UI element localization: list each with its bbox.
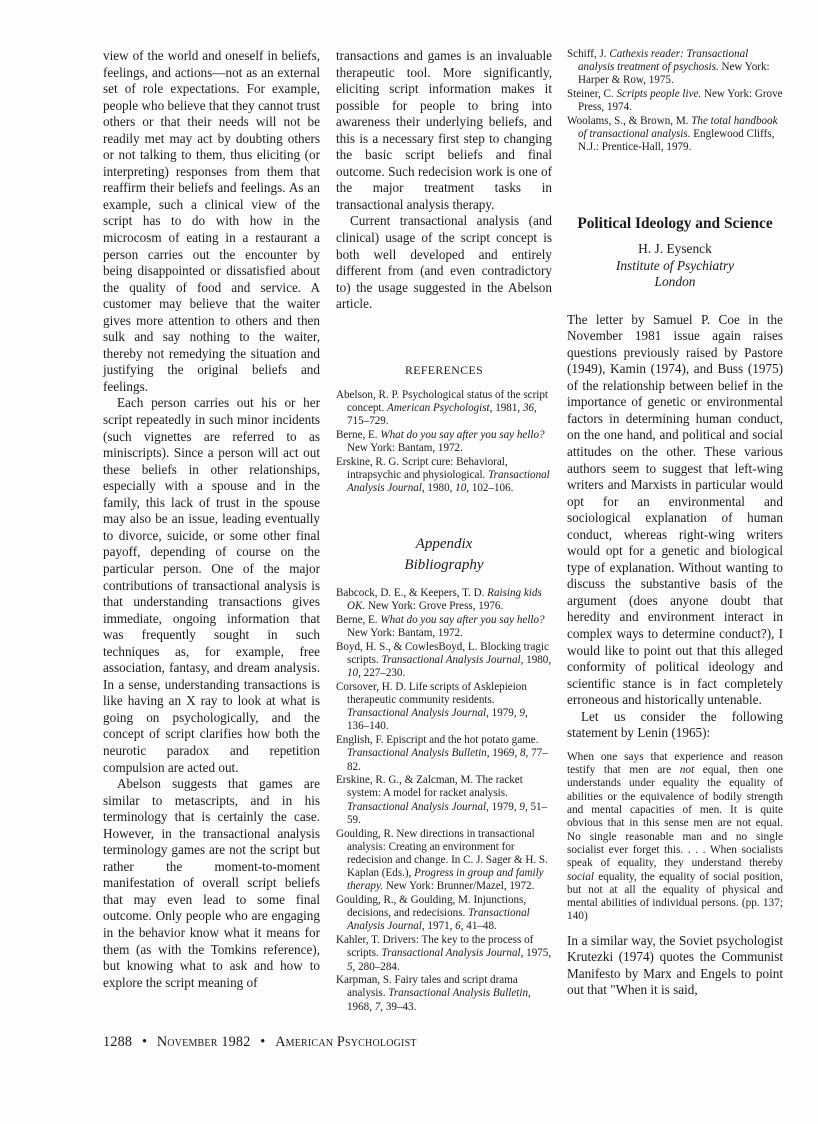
reference-end: 136–140. — [347, 720, 389, 733]
spacer — [567, 233, 783, 241]
reference-entry — [567, 115, 783, 155]
body-paragraph: Current transactional analysis (and clinical) usage of the script concept is both well developed and entirely different from (and even contradictory to) the usage suggested in the Abelson article. — [336, 213, 552, 312]
reference-end: 715–729. — [347, 415, 389, 428]
reference-pre: Goulding, R., & Goulding, M. Injunctions, decisions, and redecisions. — [336, 894, 527, 920]
reference-entry — [336, 734, 552, 774]
spacer — [567, 924, 783, 933]
reference-pre: Erskine, R. G., & Zalcman, M. The racket system: A model for racket analysis. — [336, 774, 523, 800]
reference-vol: 5, — [347, 960, 356, 973]
reference-post: New York: Bantam, 1972. — [347, 442, 463, 455]
reference-em: Cathexis reader: Transactional analysis treatment of psychosis. — [578, 48, 749, 74]
reference-entry — [336, 641, 552, 681]
block-quote — [567, 751, 783, 924]
reference-post: 1979, — [488, 800, 520, 813]
reference-vol: 8, — [520, 747, 529, 760]
spacer — [336, 378, 552, 389]
reference-em: American Psychologist, — [387, 401, 493, 414]
reference-entry — [336, 974, 552, 1014]
bibliography-heading: Bibliography — [404, 556, 484, 573]
reference-entry — [336, 587, 552, 613]
reference-entry — [336, 828, 552, 894]
reference-end: 102–106. — [469, 482, 514, 495]
reference-end: 77–82. — [347, 747, 548, 773]
reference-pre: Berne, E. — [336, 428, 381, 441]
article-title: Political Ideology and Science — [577, 215, 773, 233]
journal-name: American Psychologist — [275, 1034, 417, 1050]
affiliation-city: London — [654, 274, 696, 290]
author-name: H. J. Eysenck — [638, 241, 712, 257]
reference-em: Transactional Analysis Journal, — [347, 468, 550, 495]
appendix-heading: Appendix — [415, 535, 473, 552]
quote-emphasis: social — [567, 870, 594, 883]
bibliography-list-continued — [567, 48, 783, 155]
reference-end: 227–230. — [360, 667, 406, 680]
reference-em: Transactional Analysis Journal, — [381, 653, 524, 666]
reference-post: 1971, — [424, 920, 456, 933]
reference-post: New York: Brunner/Mazel, 1972. — [383, 880, 535, 893]
reference-post: 1980, — [424, 482, 456, 495]
reference-post: New York: Bantam, 1972. — [347, 626, 463, 639]
reference-vol: 6, — [455, 920, 464, 933]
reference-post: New York: Harper & Row, 1975. — [578, 61, 770, 87]
reference-entry — [336, 614, 552, 640]
reference-entry — [336, 774, 552, 827]
reference-pre: Kahler, T. Drivers: The key to the process of scripts. — [336, 934, 534, 960]
body-paragraph: transactions and games is an invaluable therapeutic tool. More significantly, eliciting script information makes it possible for people to bring into awareness their underlying beliefs, and this is a necessary first step to changing the basic script beliefs and final outcome. Such redecision work is one of the major treatment tasks in transactional analysis therapy. — [336, 48, 552, 212]
reference-post: 1981, — [492, 401, 523, 414]
reference-pre: Babcock, D. E., & Keepers, T. D. — [336, 586, 488, 599]
spacer — [567, 291, 783, 312]
reference-em: Transactional Analysis Journal, — [347, 707, 489, 720]
body-paragraph: view of the world and oneself in beliefs, feelings, and actions—not as an external set of role expectations. For example, people who believe that they cannot trust others or that their needs will not be readily met may act by doubting others or not talking to them, thus eliciting (or interpreting) responses from them that reaffirm their beliefs and feelings. As an example, such a clinical view of the script has to do with how in the microcosm of eating in a restaurant a person carries out the encounter by being disappointed or dissatisfied about the quality of food and service. A customer may believe that the waiter gives more attention to others and then sulk and say nothing to the waiter, thereby not remedying the situation and justifying the original beliefs and feelings. — [103, 48, 320, 394]
reference-pre: Abelson, R. P. Psychological status of the script concept. — [336, 388, 548, 414]
reference-em: Progress in group and family therapy. — [347, 867, 544, 893]
reference-entry — [336, 429, 552, 455]
reference-post: Englewood Cliffs, N.J.: Prentice-Hall, 1979. — [578, 128, 775, 154]
reference-post: 1968, — [347, 1000, 375, 1013]
reference-post: 1969, — [489, 747, 520, 760]
reference-em: What do you say after you say hello? — [380, 428, 545, 441]
body-paragraph: The letter by Samuel P. Coe in the November 1981 issue again raises questions previously raised by Pastore (1949), Kamin (1974), and Buss (1975) of the relationship between belief in the importance of genetic or environmental factors in determining human conduct, on the one hand, and political and social attitudes on the other. These various authors seem to suggest that left-wing writers and Marxists in particular would opt for an environmental and sociological explanation of human conduct, whereas right-wing writers would opt for a genetic and biological type of explanation. Without wanting to discuss the substantive basis of the argument (does anyone doubt that heredity and environment interact in complex ways to determine conduct?), I would like to point out that this alleged conformity of political ideology and scientific stance is in fact completely erroneous and historically untenable. — [567, 311, 783, 708]
reference-vol: 36, — [522, 401, 537, 414]
reference-list — [336, 389, 552, 496]
reference-post: 1980, — [523, 653, 552, 666]
page-footer — [103, 1034, 417, 1051]
reference-em: Transactional Analysis Bulletin, — [388, 987, 531, 1000]
quote-text: equality, the equality of social position, but not at all the equality of physical and mental abilities of individual persons. (pp. 137; 140) — [567, 870, 783, 923]
reference-vol: 9, — [519, 707, 528, 720]
issue-date: November 1982 — [156, 1034, 251, 1050]
reference-entry — [336, 389, 552, 429]
spacer — [567, 155, 783, 215]
column-3 — [567, 48, 783, 999]
reference-pre: Woolams, S., & Brown, M. — [567, 115, 692, 128]
reference-entry — [336, 934, 552, 974]
quote-text: When one says that experience and reason testify that men are — [567, 750, 783, 777]
reference-entry — [567, 88, 783, 114]
reference-pre: Berne, E. — [336, 613, 381, 626]
body-paragraph: Abelson suggests that games are similar to metascripts, and in his terminology that is certainly the case. However, in the transactional analysis terminology games are not the script but rather the moment-to-moment manifestation of overall script beliefs that may even lead to some final outcome. Only people who are engaging in the behavior know what it means for them (as with the Tomkins reference), but knowing what to ask and how to explore the script meaning of — [103, 776, 320, 990]
reference-post: 1975, — [523, 947, 552, 960]
spacer — [336, 496, 552, 534]
reference-em: The total handbook of transactional analysis. — [578, 115, 778, 141]
reference-pre: Schiff, J. — [567, 48, 610, 60]
reference-pre: Boyd, H. S., & CowlesBoyd, L. Blocking tragic scripts. — [336, 640, 549, 666]
body-paragraph: In a similar way, the Soviet psychologist Krutezki (1974) quotes the Communist Manifesto by Marx and Engels to point out that "When it is said, — [567, 932, 783, 998]
reference-end: 280–284. — [355, 960, 400, 973]
reference-pre: Karpman, S. Fairy tales and script drama analysis. — [336, 974, 518, 1000]
column-1 — [103, 48, 320, 991]
reference-em: Raising kids OK. — [347, 586, 542, 613]
body-paragraph: Let us consider the following statement by Lenin (1965): — [567, 708, 783, 741]
spacer — [567, 742, 783, 751]
reference-vol: 10, — [347, 667, 361, 680]
reference-em: Transactional Analysis Journal, — [381, 947, 524, 960]
reference-entry — [567, 48, 783, 88]
footer-separator: • — [141, 1034, 148, 1050]
reference-entry — [336, 456, 552, 496]
reference-post: New York: Grove Press, 1974. — [578, 88, 783, 114]
reference-em: Scripts people live. — [616, 88, 702, 101]
reference-end: 41–48. — [463, 920, 497, 933]
reference-pre: Goulding, R. New directions in transactional analysis: Creating an environment for redecision and change. In C. J. Sager & H. S. Kaplan (Eds.), — [336, 827, 548, 880]
body-paragraph: Each person carries out his or her script repeatedly in such minor incidents (such vignettes are referred to as miniscripts). Since a person will act out these beliefs in other relationships, especially with a spouse and in the family, this lack of trust in the spouse may also be an issue, leading eventually to divorce, suicide, or some other final payoff, depending of course on the particular person. One of the major contributions of transactional analysis is that understanding transactions gives immediate, ongoing information that was frequently sought in such techniques as, for example, free association, fantasy, and dream analysis. In a sense, understanding transactions is like having an X ray to look at what is going on psychologically, and the concept of script clarifies how both the neurotic paradox and repetition compulsion are acted out. — [103, 395, 320, 775]
reference-end: 51–59. — [347, 800, 548, 826]
quote-emphasis: not — [679, 764, 695, 777]
page-number: 1288 — [103, 1034, 133, 1050]
reference-pre: English, F. Episcript and the hot potato game. — [336, 734, 539, 747]
reference-pre: Corsover, H. D. Life scripts of Asklepieion therapeutic community residents. — [336, 680, 527, 706]
reference-pre: Steiner, C. — [567, 88, 617, 101]
column-2 — [336, 48, 552, 1014]
reference-em: Transactional Analysis Bulletin, — [347, 747, 490, 760]
reference-pre: Erskine, R. G. Script cure: Behavioral, intrapsychic and physiological. — [336, 455, 508, 481]
spacer — [336, 576, 552, 587]
reference-post: New York: Grove Press, 1976. — [365, 600, 504, 613]
reference-vol: 7, — [374, 1000, 384, 1013]
reference-em: Transactional Analysis Journal, — [347, 800, 489, 813]
reference-em: What do you say after you say hello? — [380, 613, 545, 626]
reference-vol: 10, — [455, 482, 470, 495]
bibliography-list — [336, 587, 552, 1014]
reference-end: 39–43. — [383, 1000, 417, 1013]
quote-text: equal, then one understands under equality the equality of abilities or the equivalence of bodily strength and mental capacities of men. It is quite obvious that in this sense men are not equal. No single reasonable man and no single socialist ever forget this. . . . When socialists speak of equality, they understand thereby — [567, 764, 783, 870]
spacer — [336, 313, 552, 363]
reference-vol: 9, — [519, 800, 528, 813]
references-heading: REFERENCES — [404, 362, 484, 377]
reference-entry — [336, 681, 552, 734]
reference-em: Transactional Analysis Journal, — [347, 907, 530, 933]
footer-separator: • — [260, 1034, 266, 1050]
reference-entry — [336, 894, 552, 934]
affiliation: Institute of Psychiatry — [615, 257, 735, 273]
reference-post: 1979, — [488, 707, 520, 720]
